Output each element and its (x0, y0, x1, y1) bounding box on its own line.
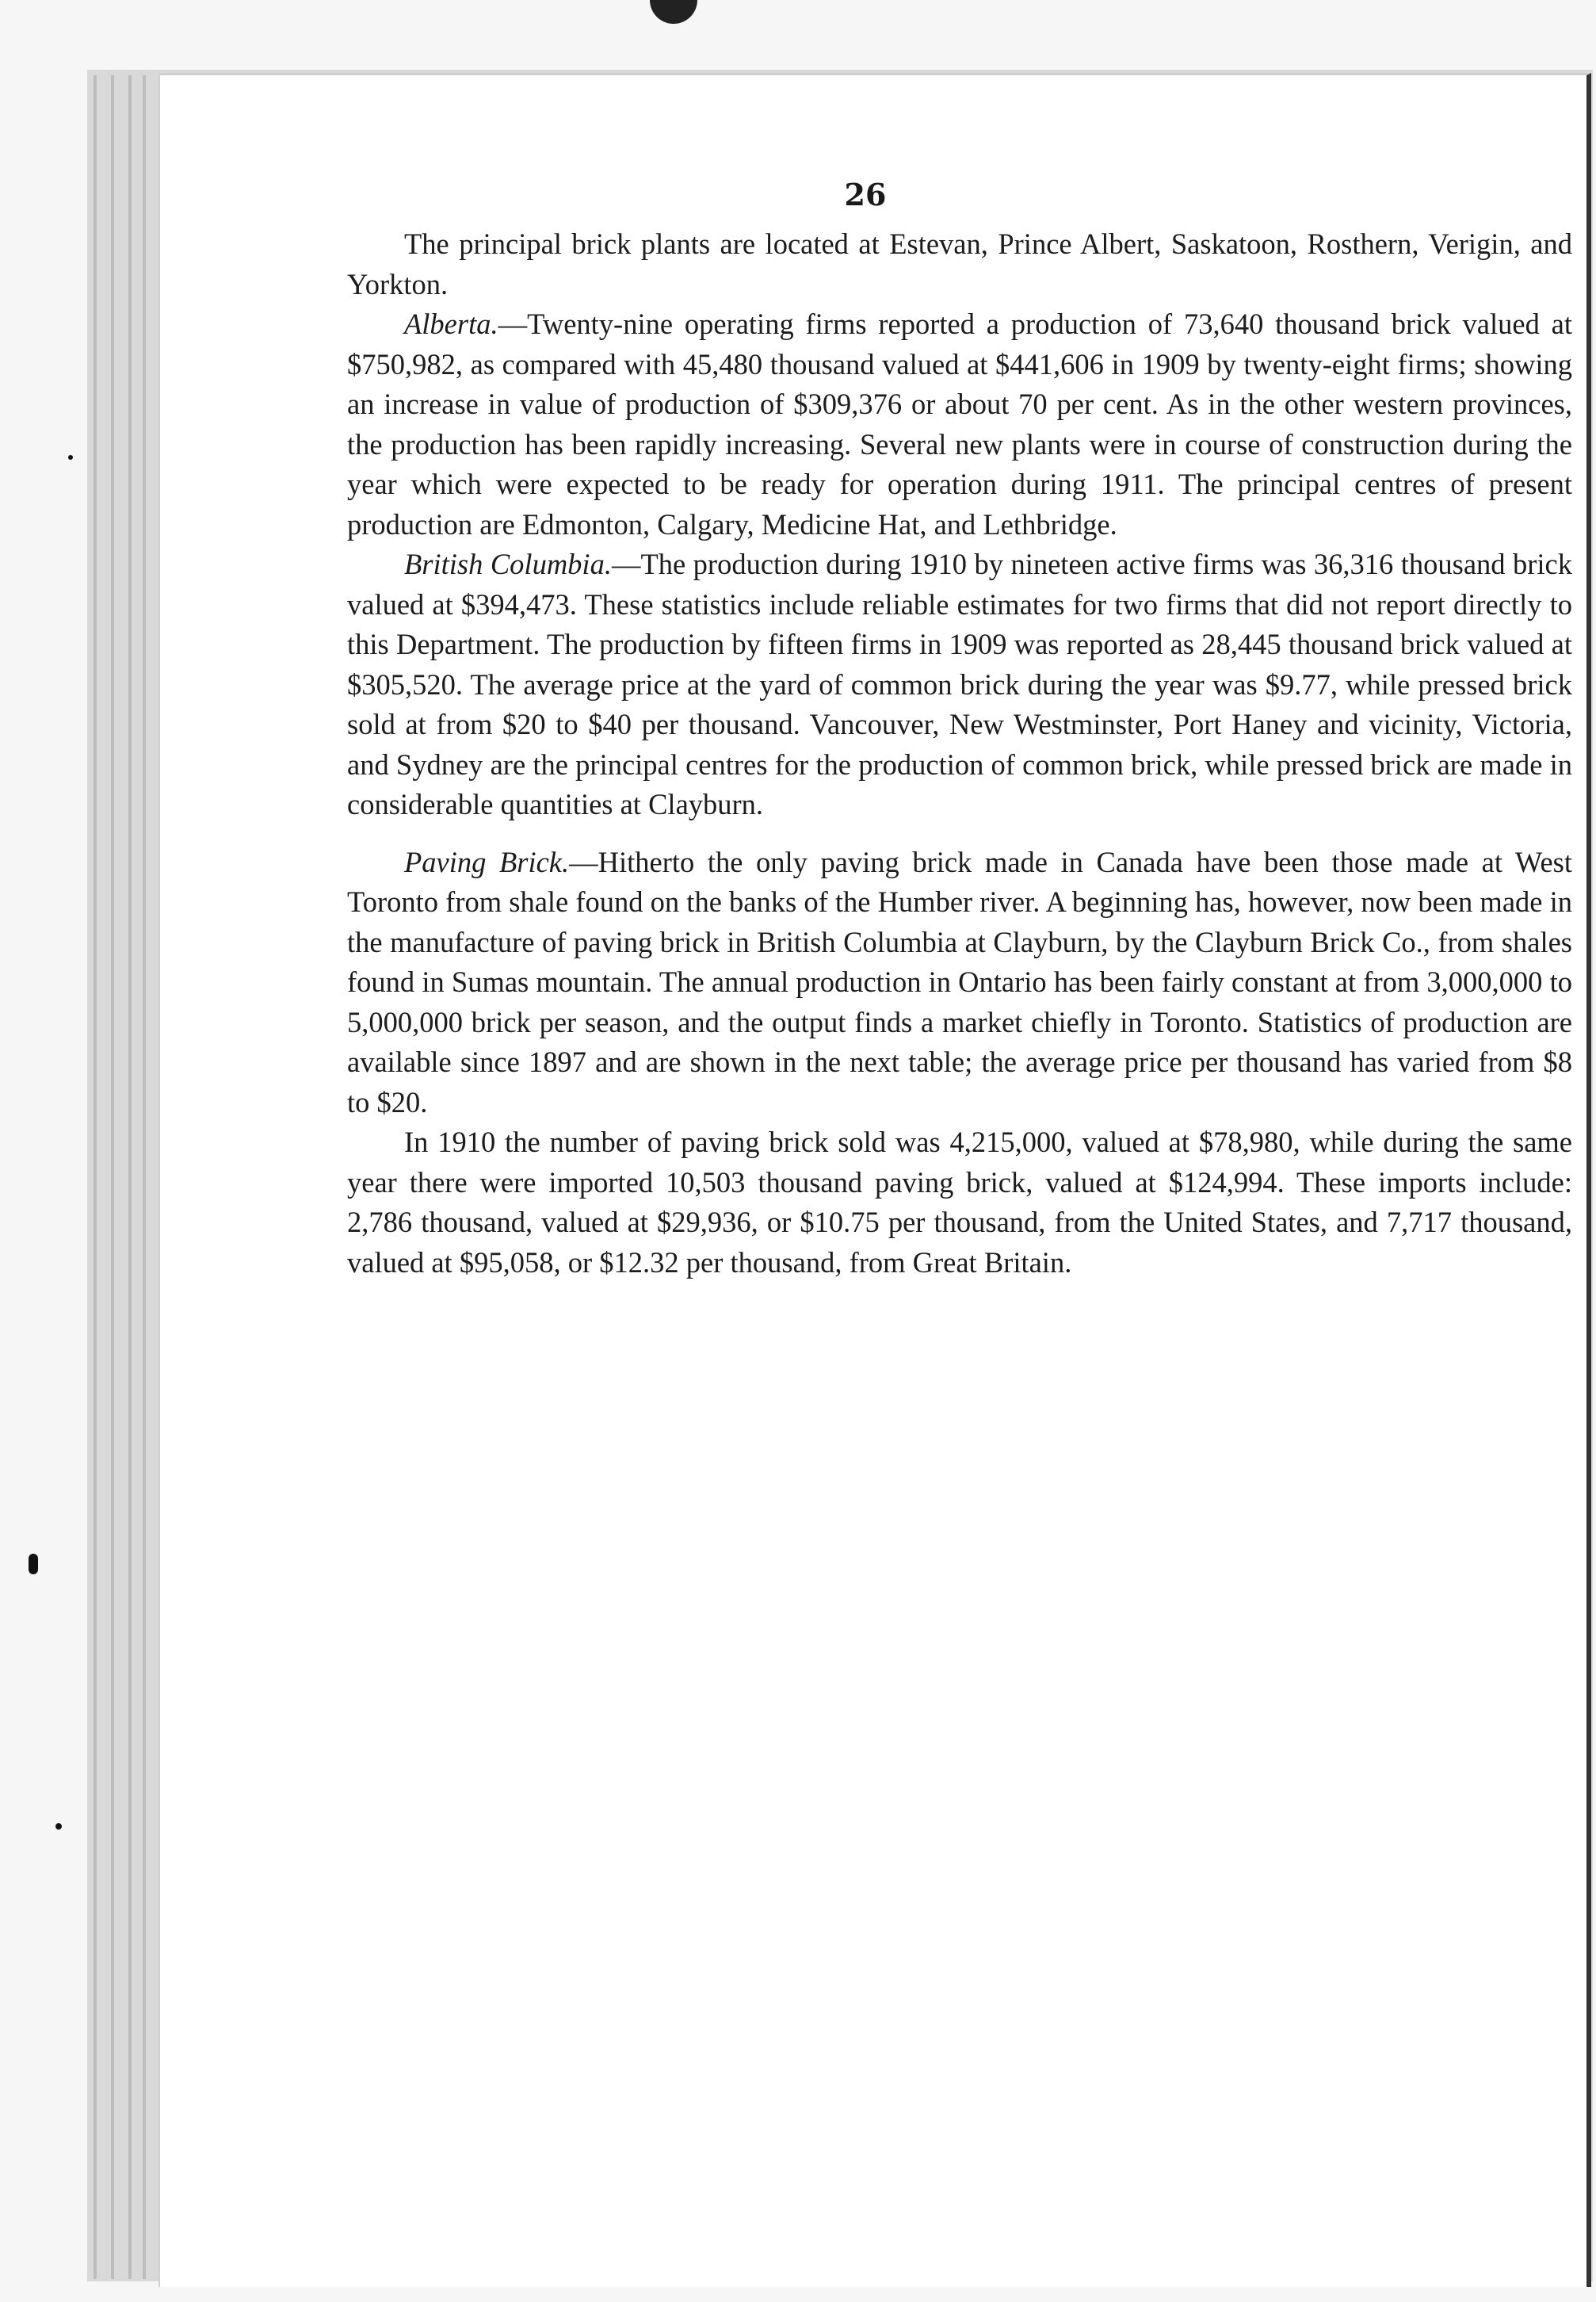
paragraph-text: The principal brick plants are located at Estevan, Prince Albert, Saskatoon, Rosthern, Verigin, and Yorkton. (347, 228, 1572, 300)
paragraph-text: In 1910 the number of paving brick sold was 4,215,000, valued at $78,980, while during the same year there were imported 10,503 thousand paving brick, valued at $124,994. These imports include: 2,786 thousand, valued at $29,936, or $10.75 per thousand, from the United States, and 7,717 thousand, valued at $95,058, or $12.32 per thousand, from Great Britain. (347, 1126, 1572, 1279)
page-edge (111, 75, 114, 2279)
document-page (158, 73, 1591, 2287)
paragraph-saskatchewan (347, 224, 1572, 304)
body-text (347, 224, 1572, 1283)
section-lead-british-columbia: British Columbia. (404, 548, 612, 580)
paragraph-text: —Twenty-nine operating firms reported a production of 73,640 thousand brick valued at $750,982, as compared with 45,480 thousand valued at $441,606 in 1909 by twenty-eight firms; showing an increase in value of production of $309,376 or about 70 per cent. As in the other western provinces, the production has been rapidly increasing. Several new plants were in course of construction during the year which were expected to be ready for operation during 1911. The principal centres of present production are Edmonton, Calgary, Medicine Hat, and Lethbridge. (347, 308, 1572, 541)
scan-speck (29, 1554, 38, 1574)
scan-speck (68, 455, 73, 460)
page-number: 26 (844, 177, 887, 212)
paragraph-text: —The production during 1910 by nineteen active firms was 36,316 thousand brick valued at $394,473. These statistics include reliable estimates for two firms that did not report directly to this Department. The production by fifteen firms in 1909 was reported as 28,445 thousand brick valued at $305,520. The average price at the yard of common brick during the year was $9.77, while pressed brick sold at from $20 to $40 per thousand. Vancouver, New Westminster, Port Haney and vicinity, Victoria, and Sydney are the principal centres for the production of common brick, while pressed brick are made in considerable quantities at Clayburn. (347, 548, 1572, 820)
paragraph-alberta (347, 304, 1572, 545)
paragraph-british-columbia (347, 545, 1572, 825)
page-edge (94, 75, 97, 2279)
paragraph-text: —Hitherto the only paving brick made in Canada have been those made at West Toronto from shale found on the banks of the Humber river. A beginning has, however, now been made in the manufacture of paving brick in British Columbia at Clayburn, by the Clayburn Brick Co., from shales found in Sumas mountain. The annual production in Ontario has been fairly constant at from 3,000,000 to 5,000,000 brick per season, and the output finds a market chiefly in Toronto. Statistics of production are available since 1897 and are shown in the next table; the average price per thousand has varied from $8 to $20. (347, 845, 1572, 1118)
page-edge (143, 75, 146, 2279)
section-lead-alberta: Alberta. (404, 308, 498, 340)
paragraph-imports (347, 1122, 1572, 1283)
paragraph-paving-brick (347, 843, 1572, 1123)
page-edge (128, 75, 132, 2279)
scan-speck (55, 1823, 62, 1830)
scan-artifact (650, 0, 697, 24)
section-lead-paving-brick: Paving Brick. (404, 845, 570, 878)
